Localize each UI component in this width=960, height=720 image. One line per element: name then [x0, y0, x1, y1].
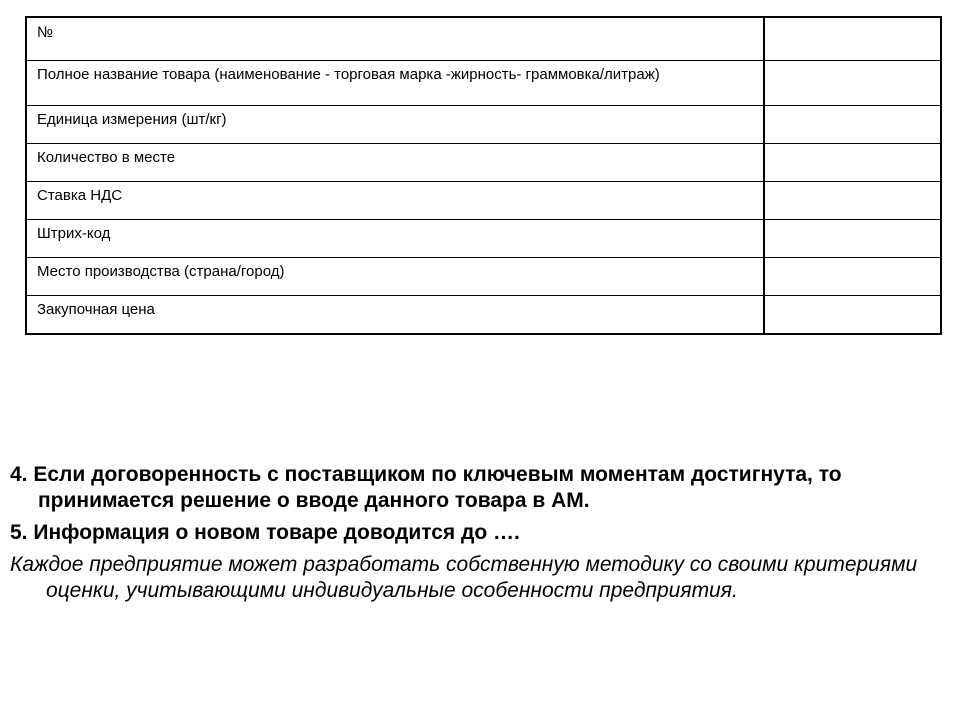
row-label-text: Единица измерения (шт/кг): [37, 111, 227, 128]
row-label: [26, 17, 764, 61]
row-value-cell[interactable]: [764, 61, 941, 106]
row-value-cell[interactable]: [764, 17, 941, 61]
table-row-vat-rate: [26, 182, 941, 220]
notes-block: [10, 462, 945, 610]
row-label: [26, 220, 764, 258]
table-row-unit: [26, 106, 941, 144]
row-value-cell[interactable]: [764, 182, 941, 220]
row-label-text: Ставка НДС: [37, 187, 123, 204]
table-row-quantity: [26, 144, 941, 182]
row-label-text: Полное название товара (наименование - торговая марка -жирность- граммовка/литраж): [37, 66, 660, 83]
row-label: [26, 182, 764, 220]
row-label: [26, 61, 764, 106]
note-remark: Каждое предприятие может разработать собственную методику со своими критериями оценки, учитывающими индивидуальные особенности предприятия.: [10, 553, 918, 602]
table-row-purchase-price: [26, 296, 941, 335]
table-row-full-name: [26, 61, 941, 106]
table-row-barcode: [26, 220, 941, 258]
row-label: [26, 144, 764, 182]
note-item-5: 5. Информация о новом товаре доводится до ….: [10, 521, 520, 544]
row-label: [26, 106, 764, 144]
row-value-cell[interactable]: [764, 106, 941, 144]
row-label-text: Количество в месте: [37, 149, 176, 166]
note-item-4: 4. Если договоренность с поставщиком по ключевым моментам достигнута, то принимается решение о вводе данного товара в АМ.: [10, 463, 842, 512]
row-value-cell[interactable]: [764, 220, 941, 258]
row-label: [26, 258, 764, 296]
row-label-text: №: [37, 24, 54, 41]
row-label-text: Штрих-код: [37, 225, 111, 242]
row-label: [26, 296, 764, 335]
row-label-text: Закупочная цена: [37, 301, 155, 318]
table-row-origin: [26, 258, 941, 296]
row-value-cell[interactable]: [764, 144, 941, 182]
table-row-number: [26, 17, 941, 61]
row-value-cell[interactable]: [764, 296, 941, 335]
row-label-text: Место производства (страна/город): [37, 263, 285, 280]
product-info-table: [25, 16, 942, 335]
row-value-cell[interactable]: [764, 258, 941, 296]
